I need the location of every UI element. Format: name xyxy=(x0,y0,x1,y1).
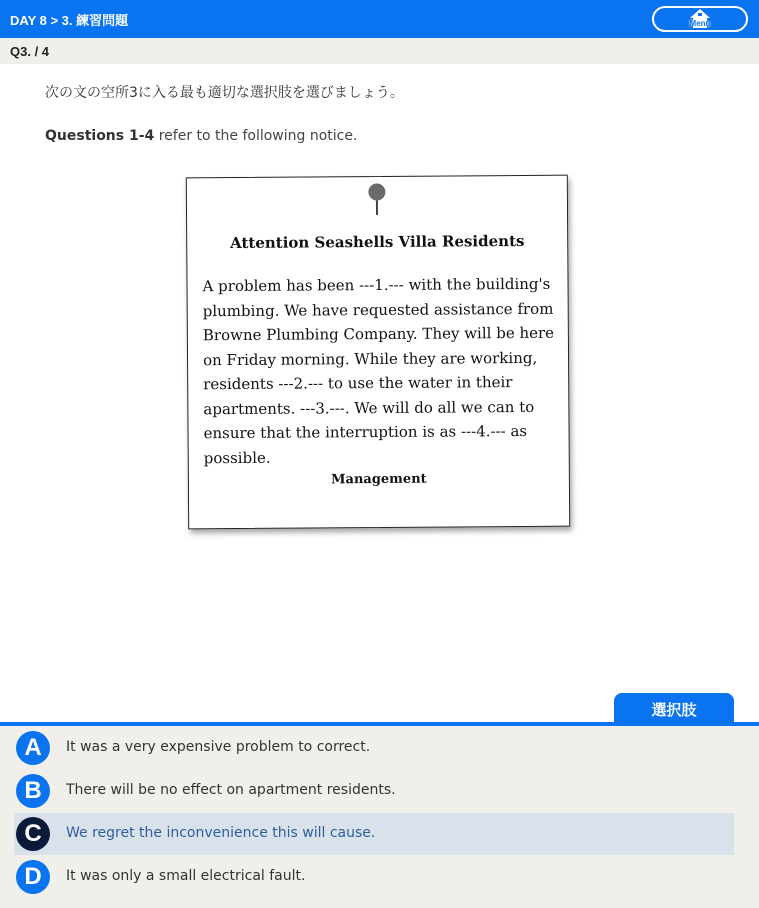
choices-tab[interactable]: 選択肢 xyxy=(614,693,734,725)
notice-title: Attention Seashells Villa Residents xyxy=(229,231,525,253)
choice-d[interactable] xyxy=(14,856,734,898)
choice-c[interactable] xyxy=(14,813,734,855)
notice-card xyxy=(186,175,570,530)
choices-panel xyxy=(0,726,759,908)
menu-button[interactable] xyxy=(652,6,748,32)
top-bar xyxy=(0,0,759,38)
notice-signature: Management xyxy=(331,471,427,488)
question-number: Q3. / 4 xyxy=(10,44,50,59)
question-reference xyxy=(45,128,357,144)
question-instruction: 次の文の空所3に入る最も適切な選択肢を選びましょう。 xyxy=(45,85,404,101)
choice-b[interactable] xyxy=(14,770,734,812)
question-reference-range: Questions 1-4 xyxy=(45,128,155,144)
pin-icon xyxy=(367,183,387,217)
choice-b-badge: B xyxy=(16,774,50,808)
choice-c-badge: C xyxy=(16,817,50,851)
choice-a[interactable] xyxy=(14,727,734,769)
menu-label: Menu xyxy=(689,19,711,28)
choice-b-text: There will be no effect on apartment residents. xyxy=(66,782,396,798)
question-bar xyxy=(0,38,759,64)
breadcrumb: DAY 8 > 3. 練習問題 xyxy=(10,13,129,28)
choice-a-badge: A xyxy=(16,731,50,765)
notice-body: A problem has been ---1.--- with the building's plumbing. We have requested assistance from Browne Plumbing Company. They will be here on Friday morning. While they are working, residents ---2.--- to use the water in their apartments. ---3.---. We will do all we can to ensure that the interruption is as ---4.--- as possible. xyxy=(202,274,555,467)
home-icon xyxy=(687,8,713,30)
choice-a-text: It was a very expensive problem to correct. xyxy=(66,739,371,755)
choice-d-text: It was only a small electrical fault. xyxy=(66,868,306,884)
question-reference-text: refer to the following notice. xyxy=(154,128,358,144)
choice-d-badge: D xyxy=(16,860,50,894)
choice-c-text: We regret the inconvenience this will cause. xyxy=(66,825,376,841)
